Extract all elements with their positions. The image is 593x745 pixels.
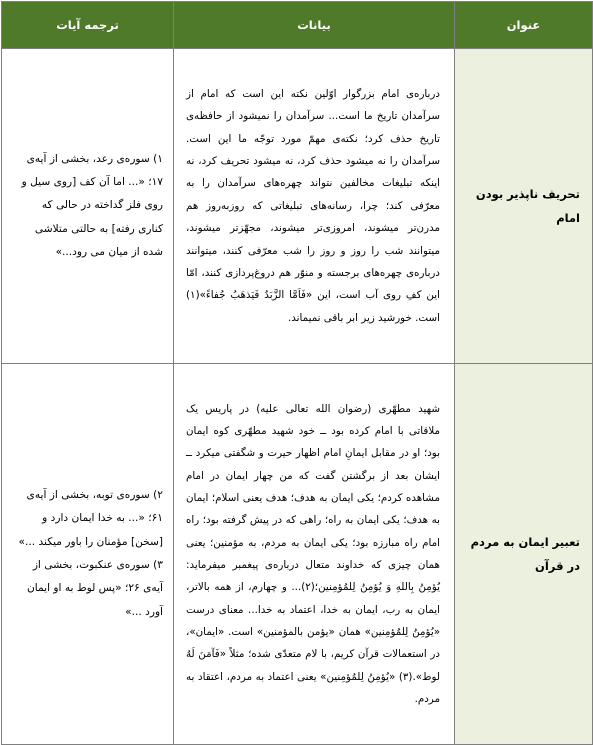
content-table-wrapper <box>0 1 593 713</box>
header-title: عنوان <box>455 2 593 49</box>
verse-text: ۱) سوره‌ی رعد، بخشی از آیه‌ی ۱۷؛ «... اما آن کف [روی سیل و روی فلز گداخته در حالی که کناری رفته] به حالتی متلاشی شده از میان می رود...» <box>18 152 163 258</box>
header-content: بیانات <box>174 2 455 49</box>
row-title: تحریف ناپذیر بودن امام <box>455 49 593 364</box>
table-row <box>2 49 593 364</box>
table-header-row <box>2 2 593 49</box>
row-content: شهید مطهّری (رضوان الله تعالی علیه) در پاریس یک ملاقاتی با امام کرده بود ــ خود شهید مطهّری کوه ایمان بود؛ او در مقابل ایمانِ امام اظهار حیرت و شگفتی میکرد ــ ایشان بعد از برگشتن گفت که من چهار ایمان در امام مشاهده کردم؛ یکی ایمان به هدف؛ هدف یعنی اسلام؛ ایمان به هدف؛ یکی ایمان به راه؛ راهی که در پیش گرفته بود؛ راه امام راه مبارزه بود؛ یکی ایمان به مردم، به مؤمنین؛ یعنی همان چیزی که خداوند متعال درباره‌ی پیغمبر میفرماید: یُؤمِنُ بِاللهِ وَ یُؤمِنُ لِلمُؤمِنین؛(۲)... و چهارم، از همه بالاتر، ایمان به رب، ایمان به خدا، اعتماد به خدا... معنای درست «یُؤمِنُ لِلمُؤمِنین» همان «یؤمن بالمؤمنین» است. «ایمان»، در استعمالات قرآن کریم، با لام متعدّی شده؛ مثلاً «فَآمَنَ لَهُ لوط».(۳) «یُؤمِنُ لِلمُؤمِنین» یعنی اعتماد به مردم، اعتقاد به مردم. <box>174 364 455 745</box>
header-verses: ترجمه آیات <box>2 2 174 49</box>
table-row <box>2 364 593 745</box>
verse-text: ۲) سوره‌ی توبه، بخشی از آیه‌ی ۶۱؛ «... به خدا ایمان دارد و [سخن] مؤمنان را باور میکند ...» ۳) سوره‌ی عنکبوت، بخشی از آیه‌ی ۲۶؛ «پس لوط به او ایمان آورد ...» <box>18 489 163 618</box>
row-title: تعبیر ایمان به مردم در قرآن <box>455 364 593 745</box>
row-content: درباره‌ی امام بزرگوار اوّلین نکته این است که امام از سرآمدان تاریخ ما است... سرآمدان را نمیشود از حافظه‌ی تاریخ حذف کرد؛ نکته‌ی مهمّ مورد توجّه ما این است. سرآمدان را نه میشود حذف کرد، نه میشود تحریف کرد، نه اینکه تبلیغات مخالفین نتواند چهره‌های سرآمدان را به معرّفی کند؛ چرا، رسانه‌های تبلیغاتی که روزبه‌روز هم مدرن‌تر میشوند، امروزی‌تر میشوند، مجهّزتر میشوند، میتوانند شب را روز و روز را شب معرّفی کنند، میتوانند درباره‌ی چهره‌های برجسته و منوّر هم دروغ‌پردازی کنند، امّا این کفِ روی آب است، این «فَاَمَّا الزَّبَدُ فَیَذهَبُ جُفاءً»(۱) است. خورشید زیر ابر باقی نمیماند. <box>174 49 455 364</box>
row-verses <box>2 364 174 745</box>
content-table <box>1 1 593 745</box>
row-verses <box>2 49 174 364</box>
